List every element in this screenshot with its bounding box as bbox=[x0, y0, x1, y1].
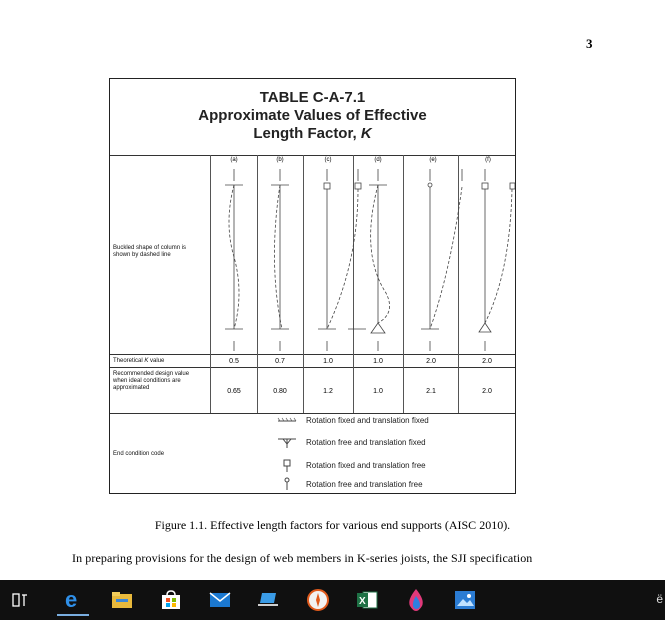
svg-text:e: e bbox=[65, 588, 78, 610]
task-view-icon[interactable] bbox=[4, 584, 36, 616]
figure-caption: Figure 1.1. Effective length factors for various end supports (AISC 2010). bbox=[154, 518, 511, 532]
buckled-shape-label: Buckled shape of column is shown by dashed line bbox=[113, 245, 187, 258]
microsoft-store-icon[interactable] bbox=[155, 584, 187, 616]
recommended-value-c: 1.2 bbox=[323, 388, 333, 395]
theoretical-value-d: 1.0 bbox=[373, 358, 383, 365]
mail-icon[interactable] bbox=[204, 584, 236, 616]
theoretical-value-b: 0.7 bbox=[275, 358, 285, 365]
buckled-shapes-diagram bbox=[210, 163, 515, 353]
recommended-value-e: 2.1 bbox=[426, 388, 436, 395]
col-label-c: (c) bbox=[324, 157, 332, 163]
recommended-value-d: 1.0 bbox=[373, 388, 383, 395]
col-label-d: (d) bbox=[374, 157, 382, 163]
free-free-symbol bbox=[276, 477, 298, 491]
theoretical-value-f: 2.0 bbox=[482, 358, 492, 365]
file-explorer-icon[interactable] bbox=[106, 584, 138, 616]
header-divider bbox=[110, 155, 515, 156]
free-fixed-symbol bbox=[276, 435, 298, 449]
row-divider-2 bbox=[110, 367, 515, 368]
photos-icon[interactable] bbox=[449, 584, 481, 616]
paint-drop-icon[interactable] bbox=[400, 584, 432, 616]
table-title-line1: TABLE C-A-7.1 bbox=[259, 89, 366, 106]
col-label-e: (e) bbox=[429, 157, 437, 163]
legend-fixed-fixed: Rotation fixed and translation fixed bbox=[306, 416, 429, 425]
recommended-value-label: Recommended design value when ideal conditions are approximated bbox=[113, 371, 190, 391]
theoretical-value-c: 1.0 bbox=[323, 358, 333, 365]
col-label-b: (b) bbox=[276, 157, 284, 163]
compass-app-icon[interactable] bbox=[302, 584, 334, 616]
row-divider-3 bbox=[110, 413, 515, 414]
laptop-app-icon[interactable] bbox=[253, 584, 285, 616]
excel-icon[interactable] bbox=[351, 584, 383, 616]
end-condition-label: End condition code bbox=[113, 451, 165, 457]
theoretical-value-a: 0.5 bbox=[229, 358, 239, 365]
page-number: 3 bbox=[586, 36, 593, 51]
svg-text:X: X bbox=[359, 596, 366, 607]
windows-taskbar bbox=[0, 580, 665, 620]
row-divider-1 bbox=[110, 354, 515, 355]
col-label-a: (a) bbox=[230, 157, 238, 163]
recommended-value-b: 0.80 bbox=[273, 388, 287, 395]
recommended-value-f: 2.0 bbox=[482, 388, 492, 395]
fixed-fixed-symbol bbox=[276, 416, 298, 426]
body-paragraph: In preparing provisions for the design of web members in K-series joists, the SJI specification bbox=[72, 551, 533, 565]
legend-fixed-free: Rotation fixed and translation free bbox=[306, 461, 426, 470]
legend-free-free: Rotation free and translation free bbox=[306, 480, 423, 489]
legend-free-fixed: Rotation free and translation fixed bbox=[306, 438, 426, 447]
edge-browser-icon[interactable] bbox=[57, 584, 89, 616]
col-label-f: (f) bbox=[485, 157, 491, 163]
table-title-line3: Length Factor, K bbox=[253, 125, 372, 142]
recommended-value-a: 0.65 bbox=[227, 388, 241, 395]
fixed-free-symbol bbox=[276, 459, 298, 473]
table-title-line2: Approximate Values of Effective bbox=[198, 107, 427, 124]
system-tray-text[interactable]: ё bbox=[656, 592, 663, 606]
theoretical-value-e: 2.0 bbox=[426, 358, 436, 365]
k-factor-table-figure bbox=[109, 78, 516, 494]
theoretical-k-label: Theoretical K value bbox=[113, 358, 165, 364]
